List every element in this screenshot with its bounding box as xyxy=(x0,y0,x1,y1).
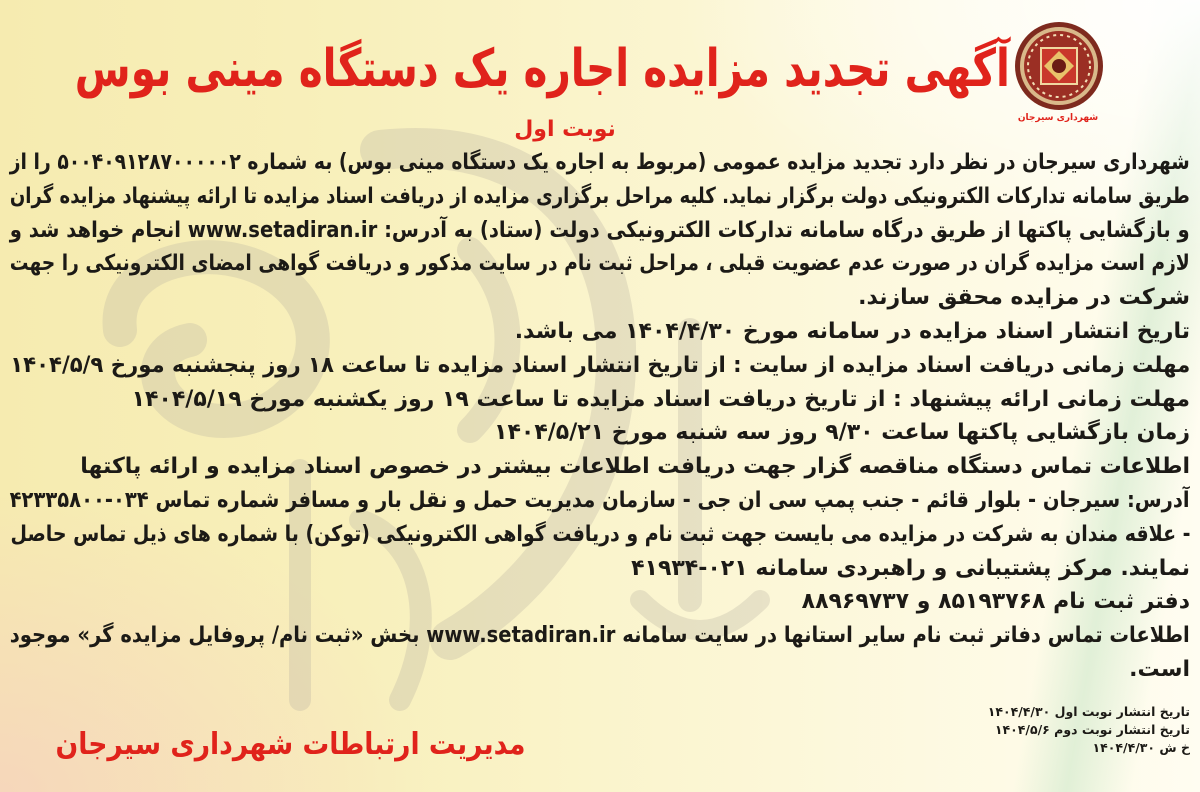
publication-date-text: تاریخ انتشار نوبت اول ۱۴۰۴/۴/۳۰ xyxy=(987,704,1190,719)
body-line-text: و بازگشایی پاکتها از طریق درگاه سامانه تدارکات الکترونیکی دولت (ستاد) به آدرس: www.setadiran.ir انجام خواهد شد و xyxy=(10,217,1190,243)
body-line-text: مهلت زمانی ارائه پیشنهاد : از تاریخ دریافت اسناد مزایده تا ساعت ۱۹ روز یکشنبه مورخ ۱۴۰۴/۵/۱۹ xyxy=(131,386,1190,412)
body-line-text: لازم است مزایده گران در صورت عدم عضویت قبلی ، مراحل ثبت نام در سایت مذکور و دریافت گواهی امضای الکترونیکی را جهت xyxy=(9,251,1190,277)
publication-date-line xyxy=(880,720,1190,738)
signature-text: مدیریت ارتباطات شهرداری سیرجان xyxy=(55,727,525,762)
body-line xyxy=(10,552,1190,586)
body-line xyxy=(10,484,1190,518)
body-line-text: دفتر ثبت نام ۸۵۱۹۳۷۶۸ و ۸۸۹۶۹۷۳۷ xyxy=(801,589,1190,615)
body-line-text: طریق سامانه تدارکات الکترونیکی دولت برگزار نماید. کلیه مراحل برگزاری مزایده از دریافت اسناد مزایده تا ارائه پیشنهاد مزایده گران xyxy=(10,183,1190,209)
body-line xyxy=(10,315,1190,349)
body-line xyxy=(10,146,1190,180)
body-line xyxy=(10,518,1190,552)
notice-title-text: آگهی تجدید مزایده اجاره یک دستگاه مینی بوس xyxy=(74,39,1010,99)
signature xyxy=(55,724,525,766)
notice-title xyxy=(75,36,1010,102)
body-line xyxy=(10,214,1190,248)
logo-caption: شهرداری سیرجان xyxy=(1017,113,1099,123)
body-line-text: شرکت در مزایده محقق سازند. xyxy=(858,285,1190,311)
publication-date-text: تاریخ انتشار نوبت دوم ۱۴۰۴/۵/۶ xyxy=(994,722,1190,737)
municipality-logo xyxy=(1013,20,1105,112)
body-line-text: نمایند. مرکز پشتیبانی و راهبردی سامانه ۰۲۱-۴۱۹۳۴ xyxy=(631,555,1190,581)
body-line xyxy=(10,247,1190,281)
publication-date-line xyxy=(880,738,1190,756)
body-line xyxy=(10,416,1190,450)
body-line-text: شهرداری سیرجان در نظر دارد تجدید مزایده عمومی (مربوط به اجاره یک دستگاه مینی بوس) به شماره ۵۰۰۴۰۹۱۲۸۷۰۰۰۰۰۲ را از xyxy=(9,150,1190,175)
body-line-text: اطلاعات تماس دستگاه مناقصه گزار جهت دریافت اطلاعات بیشتر در خصوص اسناد مزایده و ارائه پاکتها xyxy=(80,454,1190,480)
publication-round-text: نوبت اول xyxy=(514,117,616,142)
body-line xyxy=(10,180,1190,214)
body-line-text: - علاقه مندان به شرکت در مزایده می بایست جهت ثبت نام و دریافت گواهی الکترونیکی (توکن) با شماره های ذیل تماس حاصل xyxy=(10,521,1190,547)
body-line xyxy=(10,383,1190,417)
body-line-text: اطلاعات تماس دفاتر ثبت نام سایر استانها در سایت سامانه www.setadiran.ir بخش «ثبت نام/ پروفایل مزایده گر» موجود xyxy=(9,623,1190,649)
publication-date-text: خ ش ۱۴۰۴/۴/۳۰ xyxy=(1092,740,1190,755)
body-line xyxy=(10,585,1190,619)
body-line-text: آدرس: سیرجان - بلوار قائم - جنب پمپ سی ان جی - سازمان مدیریت حمل و نقل بار و مسافر شماره تماس ۰۳۴-۴۲۳۳۵۸۰۰ xyxy=(10,487,1190,513)
publication-round xyxy=(465,115,665,145)
body-line-text: تاریخ انتشار اسناد مزایده در سامانه مورخ ۱۴۰۴/۴/۳۰ می باشد. xyxy=(514,318,1190,344)
body-line-text: زمان بازگشایی پاکتها ساعت ۹/۳۰ روز سه شنبه مورخ ۱۴۰۴/۵/۲۱ xyxy=(494,420,1190,446)
publication-date-line xyxy=(880,702,1190,720)
body-line xyxy=(10,619,1190,653)
body-line xyxy=(10,653,1190,687)
publication-dates xyxy=(880,702,1190,756)
logo-emblem-center xyxy=(1052,59,1066,73)
body-line-text: است. xyxy=(1129,656,1190,682)
body-line-text: مهلت زمانی دریافت اسناد مزایده از سایت : از تاریخ انتشار اسناد مزایده تا ساعت ۱۸ روز پنجشنبه مورخ ۱۴۰۴/۵/۹ xyxy=(9,352,1191,378)
body-line xyxy=(10,281,1190,315)
notice-body xyxy=(10,146,1190,687)
body-line xyxy=(10,349,1190,383)
body-line xyxy=(10,450,1190,484)
